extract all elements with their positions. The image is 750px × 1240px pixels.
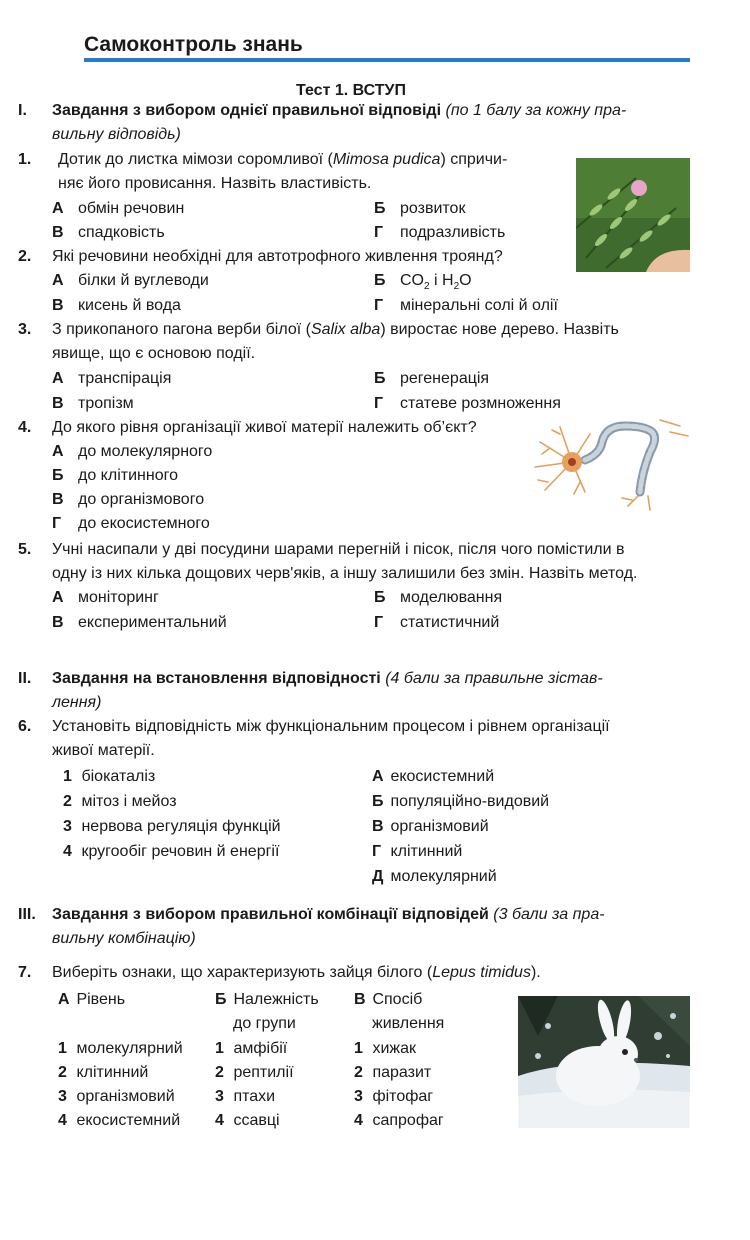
q6-text-line1: Установіть відповідність між функціональним процесом і рівнем організації xyxy=(52,718,610,735)
q6-right-g xyxy=(372,841,462,863)
q7-col-a-header xyxy=(58,989,125,1011)
option-text: подразливість xyxy=(400,224,506,241)
option-letter: Б xyxy=(374,370,386,387)
q1-option-b xyxy=(374,198,465,220)
item-number: 2 xyxy=(215,1064,224,1081)
option-letter: А xyxy=(372,768,384,785)
formula-h: і H xyxy=(429,272,454,289)
q7-b-4 xyxy=(215,1110,280,1132)
q3-option-b xyxy=(374,368,489,390)
page-title: Самоконтроль знань xyxy=(84,33,303,56)
q1-option-a xyxy=(52,198,184,220)
item-text: клітинний xyxy=(76,1064,149,1081)
q4-option-v xyxy=(52,489,204,511)
q1-text-a: Дотик до листка мімози соромливої ( xyxy=(58,151,333,168)
q7-c-1 xyxy=(354,1038,416,1060)
section2-roman: II. xyxy=(18,670,32,687)
option-text: статеве розмноження xyxy=(400,395,561,412)
option-text: білки й вуглеводи xyxy=(78,272,209,289)
option-letter: В xyxy=(52,395,64,412)
option-text: до екосистемного xyxy=(78,515,210,532)
option-text: статистичний xyxy=(400,614,500,631)
q7-text-a: Виберіть ознаки, що характеризують зайця білого ( xyxy=(52,964,433,981)
section2-note-1: (4 бали за правильне зістав- xyxy=(385,670,603,687)
item-number: 4 xyxy=(354,1112,363,1129)
section1-roman: I. xyxy=(18,102,27,119)
section3-note-1: (3 бали за пра- xyxy=(493,906,605,923)
formula-sub: 2 xyxy=(424,281,430,293)
item-number: 3 xyxy=(63,818,72,835)
mimosa-image xyxy=(576,158,690,272)
section3-note-2: вильну комбінацію) xyxy=(52,930,196,947)
q6-right-v xyxy=(372,816,489,838)
q3-number: 3. xyxy=(18,321,32,338)
option-letter: В xyxy=(372,818,384,835)
option-letter: А xyxy=(52,272,64,289)
q3-text-a: З прикопаного пагона верби білої ( xyxy=(52,321,311,338)
option-text: обмін речовин xyxy=(78,200,185,217)
q7-a-1 xyxy=(58,1038,183,1060)
section3-roman: III. xyxy=(18,906,36,923)
column-title: Спосіб xyxy=(372,991,423,1008)
q7-col-c-header xyxy=(354,989,422,1011)
q7-b-2 xyxy=(215,1062,294,1084)
q7-number: 7. xyxy=(18,964,32,981)
q5-number: 5. xyxy=(18,541,32,558)
option-letter: Б xyxy=(52,467,64,484)
option-letter: Г xyxy=(374,224,384,241)
q7-col-b-header xyxy=(215,989,319,1011)
option-text: розвиток xyxy=(400,200,466,217)
item-number: 3 xyxy=(354,1088,363,1105)
q1-number: 1. xyxy=(18,151,32,168)
neuron-image xyxy=(530,412,690,512)
formula-co: CO xyxy=(400,272,424,289)
q7-latin: Lepus timidus xyxy=(432,964,531,981)
option-letter: А xyxy=(52,443,64,460)
test-subtitle: Тест 1. ВСТУП xyxy=(296,82,406,99)
option-text: регенерація xyxy=(400,370,490,387)
option-text: до організмового xyxy=(78,491,205,508)
q3-option-a xyxy=(52,368,171,390)
column-title: Рівень xyxy=(76,991,126,1008)
q1-text-line2: няє його провисання. Назвіть властивість. xyxy=(58,175,372,192)
option-text: транспірація xyxy=(78,370,172,387)
q3-text-line2: явище, що є основою події. xyxy=(52,345,256,362)
q5-option-b xyxy=(374,587,502,609)
item-text: молекулярний xyxy=(76,1040,183,1057)
option-text: організмовий xyxy=(390,818,489,835)
option-text: моніторинг xyxy=(78,589,159,606)
option-letter: Б xyxy=(372,793,384,810)
option-text: клітинний xyxy=(390,843,463,860)
item-number: 1 xyxy=(354,1040,363,1057)
q5-option-g xyxy=(374,612,499,634)
item-text: ссавці xyxy=(233,1112,280,1129)
q1-option-g xyxy=(374,222,505,244)
column-letter: В xyxy=(354,991,366,1008)
q1-text-b: ) спричи- xyxy=(440,151,508,168)
q7-c-4 xyxy=(354,1110,444,1132)
q1-option-v xyxy=(52,222,165,244)
option-text: кисень й вода xyxy=(78,297,181,314)
item-text: рептилії xyxy=(233,1064,294,1081)
section2-heading: Завдання на встановлення відповідності xyxy=(52,670,381,687)
q7-col-b-header-2: до групи xyxy=(233,1015,296,1032)
item-text: біокаталіз xyxy=(81,768,156,785)
q6-left-1 xyxy=(63,766,155,788)
q7-text-b: ). xyxy=(530,964,541,981)
option-letter: А xyxy=(52,370,64,387)
q3-text-line1 xyxy=(52,319,619,341)
q3-latin: Salix alba xyxy=(310,321,381,338)
item-number: 1 xyxy=(63,768,72,785)
item-text: нервова регуляція функцій xyxy=(81,818,281,835)
q2-option-v xyxy=(52,295,181,317)
q7-text xyxy=(52,962,541,984)
q2-option-a xyxy=(52,270,209,292)
item-text: кругообіг речовин й енергії xyxy=(81,843,280,860)
column-letter: А xyxy=(58,991,70,1008)
q1-text-line1 xyxy=(58,149,507,171)
hare-image xyxy=(518,996,690,1128)
section2-heading-line xyxy=(52,668,603,690)
option-letter: Г xyxy=(52,515,62,532)
item-text: мітоз і мейоз xyxy=(81,793,177,810)
q7-a-3 xyxy=(58,1086,175,1108)
option-text: до молекулярного xyxy=(78,443,213,460)
q6-right-d xyxy=(372,866,497,888)
q4-number: 4. xyxy=(18,419,32,436)
option-letter: Б xyxy=(374,200,386,217)
option-text: популяційно-видовий xyxy=(390,793,550,810)
q5-option-v xyxy=(52,612,227,634)
q2-text: Які речовини необхідні для автотрофного живлення троянд? xyxy=(52,248,503,265)
item-text: амфібії xyxy=(233,1040,288,1057)
option-letter: Б xyxy=(374,589,386,606)
option-letter: А xyxy=(52,589,64,606)
section1-heading-line xyxy=(52,100,626,122)
section1-heading: Завдання з вибором однієї правильної відповіді xyxy=(52,102,442,119)
q4-option-g xyxy=(52,513,210,535)
q5-text-line1: Учні насипали у дві посудини шарами перегній і пісок, після чого помістили в xyxy=(52,541,625,558)
item-number: 1 xyxy=(58,1040,67,1057)
q6-right-b xyxy=(372,791,549,813)
section1-note-1: (по 1 балу за кожну пра- xyxy=(445,102,627,119)
section1-note-2: вильну відповідь) xyxy=(52,126,181,143)
item-text: екосистемний xyxy=(76,1112,181,1129)
item-number: 1 xyxy=(215,1040,224,1057)
option-letter: Г xyxy=(374,614,384,631)
option-letter: А xyxy=(52,200,64,217)
item-number: 4 xyxy=(215,1112,224,1129)
option-text: експериментальний xyxy=(78,614,227,631)
option-letter: В xyxy=(52,614,64,631)
q3-text-b: ) виростає нове дерево. Назвіть xyxy=(380,321,619,338)
option-letter: В xyxy=(52,224,64,241)
q7-a-2 xyxy=(58,1062,148,1084)
formula-o: O xyxy=(459,272,472,289)
option-letter: Д xyxy=(372,868,384,885)
q7-c-3 xyxy=(354,1086,433,1108)
item-text: хижак xyxy=(372,1040,416,1057)
option-letter: В xyxy=(52,491,64,508)
option-text: тропізм xyxy=(78,395,134,412)
q2-option-b xyxy=(374,270,472,292)
option-letter: Г xyxy=(374,297,384,314)
q4-text: До якого рівня організації живої матерії належить об’єкт? xyxy=(52,419,477,436)
formula-sub: 2 xyxy=(453,281,460,293)
option-text: до клітинного xyxy=(78,467,178,484)
item-number: 3 xyxy=(215,1088,224,1105)
q2-option-g xyxy=(374,295,558,317)
q5-text-line2: одну із них кілька дощових черв'яків, а іншу залишили без змін. Назвіть метод. xyxy=(52,565,638,582)
option-letter: Г xyxy=(374,395,384,412)
item-text: організмовий xyxy=(76,1088,175,1105)
column-letter: Б xyxy=(215,991,227,1008)
option-text: молекулярний xyxy=(390,868,497,885)
option-text: моделювання xyxy=(400,589,503,606)
item-text: паразит xyxy=(372,1064,432,1081)
option-letter: Б xyxy=(374,272,386,289)
option-letter: Г xyxy=(372,843,382,860)
column-title: Належність xyxy=(233,991,319,1008)
q7-a-4 xyxy=(58,1110,180,1132)
item-number: 2 xyxy=(63,793,72,810)
item-number: 2 xyxy=(354,1064,363,1081)
q4-option-a xyxy=(52,441,212,463)
item-number: 4 xyxy=(63,843,72,860)
item-text: сапрофаг xyxy=(372,1112,444,1129)
q1-latin: Mimosa pudica xyxy=(332,151,441,168)
q6-left-3 xyxy=(63,816,281,838)
q2-number: 2. xyxy=(18,248,32,265)
q4-option-b xyxy=(52,465,178,487)
q7-b-1 xyxy=(215,1038,287,1060)
title-underline xyxy=(84,58,690,62)
q7-col-c-header-2: живлення xyxy=(372,1015,445,1032)
option-text: спадковість xyxy=(78,224,165,241)
section2-note-2: лення) xyxy=(52,694,102,711)
item-text: птахи xyxy=(233,1088,276,1105)
option-text: екосистемний xyxy=(390,768,495,785)
item-number: 4 xyxy=(58,1112,67,1129)
option-letter: В xyxy=(52,297,64,314)
item-number: 3 xyxy=(58,1088,67,1105)
q6-text-line2: живої матерії. xyxy=(52,742,155,759)
q6-left-4 xyxy=(63,841,279,863)
item-text: фітофаг xyxy=(372,1088,434,1105)
item-number: 2 xyxy=(58,1064,67,1081)
q6-number: 6. xyxy=(18,718,32,735)
q7-b-3 xyxy=(215,1086,275,1108)
section3-heading: Завдання з вибором правильної комбінації відповідей xyxy=(52,906,489,923)
q6-right-a xyxy=(372,766,494,788)
q6-left-2 xyxy=(63,791,177,813)
option-text: мінеральні солі й олії xyxy=(400,297,558,314)
q7-c-2 xyxy=(354,1062,431,1084)
section3-heading-line xyxy=(52,904,605,926)
q5-option-a xyxy=(52,587,159,609)
q3-option-v xyxy=(52,393,134,415)
